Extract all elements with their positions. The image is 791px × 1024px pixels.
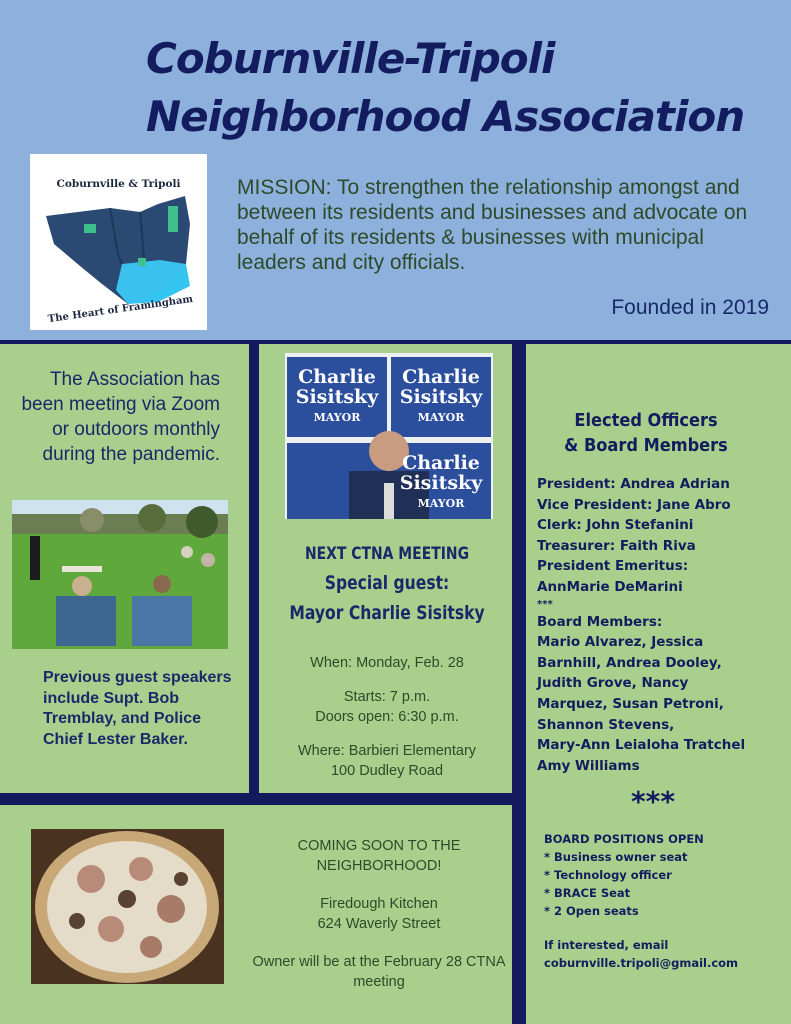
divider-vertical-left (249, 343, 259, 793)
sign-name-last: Sisitsky (295, 386, 379, 408)
officer-line: Mary-Ann Leialoha Tratchel (537, 737, 746, 754)
header-banner (0, 0, 791, 343)
officer-line: Mario Alvarez, Jessica (537, 634, 704, 651)
meeting-doors: Doors open: 6:30 p.m. (315, 709, 459, 725)
sign-mayor: MAYOR (313, 411, 361, 424)
section-stars: *** (631, 785, 675, 818)
coming-soon-section (244, 836, 514, 1010)
previous-guests-text: Previous guest speakers include Supt. Bob Tremblay, and Police Chief Lester Baker. (43, 669, 232, 748)
founded-year: Founded in 2019 (611, 296, 769, 319)
sign-mayor: MAYOR (417, 411, 465, 424)
neighborhood-map-icon (40, 194, 197, 304)
contact-prompt: If interested, email (544, 938, 669, 952)
sign-name-first: Charlie (298, 366, 376, 388)
outdoor-meeting-photo (12, 500, 228, 649)
title-line-1: Coburnville-Tripoli (146, 34, 555, 83)
sign-text-1 (287, 367, 387, 429)
sign-mayor: MAYOR (417, 497, 465, 510)
contact-email: coburnville.tripoli@gmail.com (544, 956, 739, 970)
position-line: * BRACE Seat (544, 886, 631, 900)
meeting-starts: Starts: 7 p.m. (343, 689, 431, 705)
officer-line: Amy Williams (537, 757, 640, 774)
meeting-when: When: Monday, Feb. 28 (310, 655, 464, 671)
officer-line: Barnhill, Andrea Dooley, (537, 654, 722, 671)
special-guest-name: Mayor Charlie Sisitsky (289, 602, 485, 624)
officer-line: Shannon Stevens, (537, 716, 675, 733)
owner-note: Owner will be at the February 28 CTNA meeting (252, 954, 506, 990)
pizza-photo (31, 829, 224, 984)
officer-line: Clerk: John Stefanini (537, 517, 694, 534)
officer-line: *** (537, 598, 553, 610)
sign-name-first: Charlie (402, 366, 480, 388)
position-line: * 2 Open seats (544, 904, 639, 918)
position-line: BOARD POSITIONS OPEN (544, 832, 704, 846)
officer-line: President: Andrea Adrian (537, 476, 730, 492)
officers-title-line-1: Elected Officers (574, 410, 718, 431)
divider-vertical-right (512, 343, 526, 1024)
meeting-heading (285, 540, 490, 628)
association-intro-text: The Association has been meeting via Zoom or outdoors monthly during the pandemic. (21, 369, 220, 465)
officer-line: President Emeritus: (537, 558, 689, 575)
position-line: * Technology officer (544, 868, 672, 882)
officer-line: AnnMarie DeMarini (537, 578, 683, 595)
officer-line: Board Members: (537, 613, 663, 630)
business-name: Firedough Kitchen (320, 896, 438, 912)
officer-line: Vice President: Jane Abro (537, 496, 731, 513)
sign-name-last: Sisitsky (399, 386, 483, 408)
meeting-where: Where: Barbieri Elementary (297, 743, 477, 759)
officers-title-line-2: & Board Members (564, 435, 728, 456)
officers-title (556, 408, 736, 458)
association-logo (30, 154, 207, 330)
logo-bottom-text: The Heart of Framingham (47, 293, 194, 326)
divider-top (0, 340, 791, 344)
sign-name-first: Charlie (402, 452, 480, 474)
position-line: * Business owner seat (544, 850, 688, 864)
page-title (146, 30, 744, 146)
meeting-address: 100 Dudley Road (330, 763, 444, 779)
coming-soon-heading: COMING SOON TO THE NEIGHBORHOOD! (297, 838, 461, 874)
officer-line: Treasurer: Faith Riva (537, 537, 696, 554)
officer-line: Marquez, Susan Petroni, (537, 695, 724, 712)
special-guest-label: Special guest: (324, 572, 450, 594)
sign-text-2 (391, 367, 491, 429)
title-line-2: Neighborhood Association (146, 92, 745, 141)
officer-line: Judith Grove, Nancy (537, 675, 689, 692)
contact-info (544, 936, 784, 972)
business-address: 624 Waverly Street (317, 916, 441, 932)
sign-name-last: Sisitsky (399, 472, 483, 494)
meeting-heading-line: NEXT CTNA MEETING (304, 544, 470, 564)
open-positions-list (544, 830, 784, 920)
mayor-photo (285, 353, 493, 519)
mission-statement: MISSION: To strengthen the relationship amongst and between its residents and businesses and advocate on behalf of its residents & businesses with municipal leaders and city officials. (237, 176, 748, 274)
officers-list (537, 474, 787, 776)
sign-text-4 (391, 453, 491, 515)
logo-top-text: Coburnville & Tripoli (56, 178, 181, 190)
meeting-details (262, 653, 512, 795)
